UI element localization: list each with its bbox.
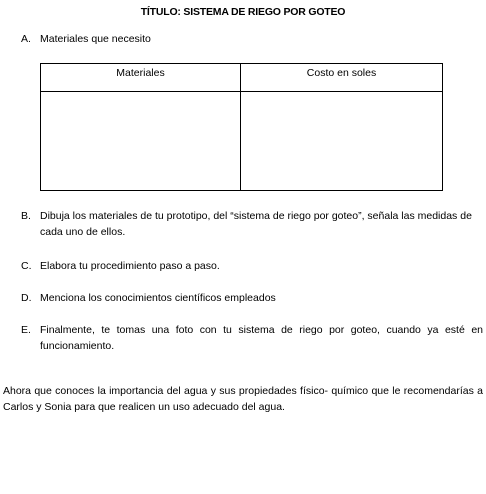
list-item-b xyxy=(21,208,483,240)
list-item-letter: B. xyxy=(21,210,31,222)
list-item-text: Finalmente, te tomas una foto con tu sistema de riego por goteo, cuando ya esté en funcionamiento. xyxy=(40,324,483,352)
list-item-d xyxy=(21,290,483,306)
list-item-text: Materiales que necesito xyxy=(40,33,151,45)
closing-paragraph: Ahora que conoces la importancia del agua y sus propiedades físico- químico que le recomendarías a Carlos y Sonia para que realicen un uso adecuado del agua. xyxy=(3,385,483,413)
list-item-a xyxy=(21,31,483,47)
table-cell-materiales[interactable] xyxy=(41,92,241,191)
list-item-text: Elabora tu procedimiento paso a paso. xyxy=(40,260,220,272)
column-header-materiales: Materiales xyxy=(41,64,241,92)
materials-table xyxy=(40,63,443,191)
list-item-c xyxy=(21,258,483,274)
list-item-letter: A. xyxy=(21,33,31,45)
list-item-text: Dibuja los materiales de tu prototipo, del “sistema de riego por goteo”, señala las medidas de cada uno de ellos. xyxy=(40,210,472,238)
list-item-e xyxy=(21,322,483,354)
list-item-letter: E. xyxy=(21,324,31,336)
list-item-letter: C. xyxy=(21,260,32,272)
page-title: TÍTULO: SISTEMA DE RIEGO POR GOTEO xyxy=(140,6,346,18)
list-item-text: Menciona los conocimientos científicos empleados xyxy=(40,292,276,304)
table-cell-costo[interactable] xyxy=(241,92,443,191)
list-item-letter: D. xyxy=(21,292,32,304)
table-row xyxy=(41,92,443,191)
column-header-costo: Costo en soles xyxy=(241,64,443,92)
table-header-row xyxy=(41,64,443,92)
